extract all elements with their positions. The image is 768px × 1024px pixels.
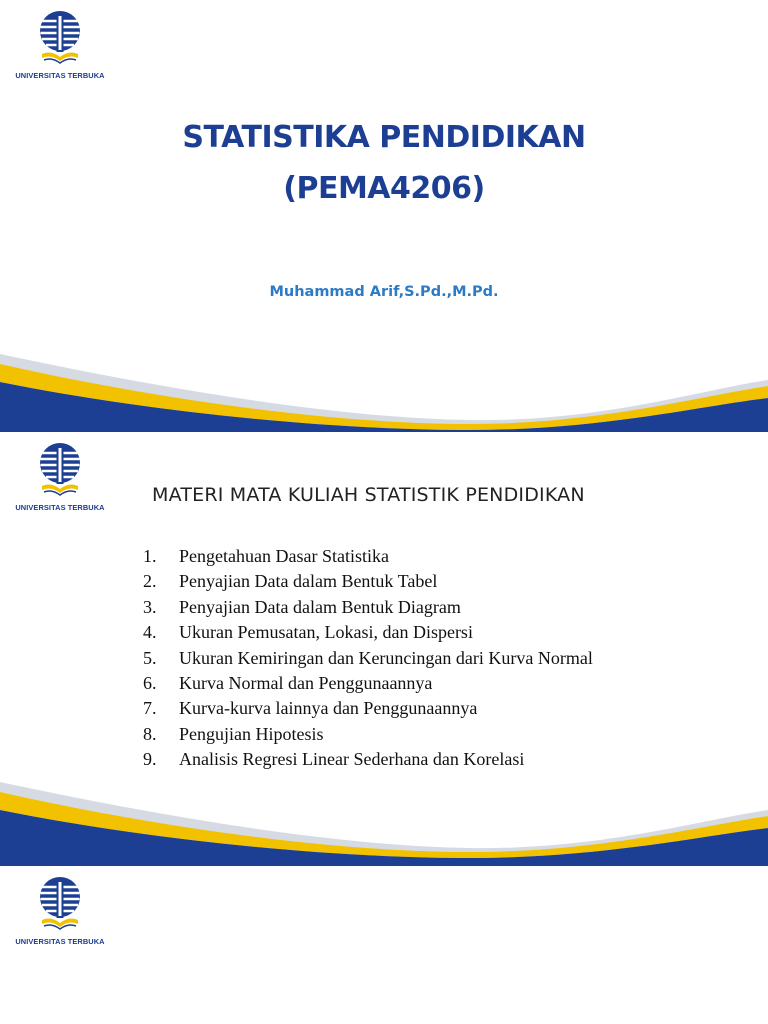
topic-label: Analisis Regresi Linear Sederhana dan Korelasi (179, 749, 525, 770)
topic-label: Ukuran Pemusatan, Lokasi, dan Dispersi (179, 622, 473, 643)
topic-item (143, 646, 593, 671)
slide-next (0, 866, 768, 1024)
topic-number: 5. (143, 647, 157, 668)
course-code: (PEMA4206) (283, 171, 485, 206)
topic-number: 9. (143, 749, 157, 770)
topic-number: 1. (143, 546, 157, 566)
topic-label: Penyajian Data dalam Bentuk Diagram (179, 596, 461, 617)
topic-number: 3. (143, 596, 157, 617)
topics-heading: MATERI MATA KULIAH STATISTIK PENDIDIKAN (152, 484, 585, 506)
slide-title (0, 0, 768, 432)
course-title: STATISTIKA PENDIDIKAN (182, 120, 586, 155)
university-emblem-icon (39, 10, 81, 68)
university-emblem-icon (39, 442, 81, 500)
footer-swoosh (0, 346, 768, 432)
topic-item (143, 569, 593, 594)
topic-number: 2. (143, 571, 157, 592)
logo-text: UNIVERSITAS TERBUKA (15, 71, 105, 80)
topic-item (143, 620, 593, 645)
topic-label: Pengujian Hipotesis (179, 723, 324, 744)
topic-number: 8. (143, 723, 157, 744)
topic-list (143, 544, 593, 773)
topic-label: Penyajian Data dalam Bentuk Tabel (179, 571, 438, 592)
topic-item (143, 696, 593, 721)
university-logo (14, 442, 106, 518)
university-logo (14, 876, 106, 952)
author-name: Muhammad Arif,S.Pd.,M.Pd. (269, 284, 499, 300)
topic-label: Pengetahuan Dasar Statistika (179, 546, 389, 566)
topic-item (143, 747, 593, 772)
topic-label: Kurva Normal dan Penggunaannya (179, 672, 433, 693)
topic-item (143, 544, 593, 569)
topic-number: 7. (143, 698, 157, 719)
topic-item (143, 722, 593, 747)
topic-label: Ukuran Kemiringan dan Keruncingan dari Kurva Normal (179, 647, 593, 668)
topic-number: 4. (143, 622, 157, 643)
university-logo (14, 10, 106, 86)
footer-swoosh (0, 778, 768, 866)
topic-item (143, 671, 593, 696)
topic-number: 6. (143, 672, 157, 693)
slide-topics (0, 432, 768, 866)
topic-item (143, 595, 593, 620)
logo-text: UNIVERSITAS TERBUKA (15, 937, 105, 946)
logo-text: UNIVERSITAS TERBUKA (15, 503, 105, 512)
university-emblem-icon (39, 876, 81, 934)
topic-label: Kurva-kurva lainnya dan Penggunaannya (179, 698, 478, 719)
